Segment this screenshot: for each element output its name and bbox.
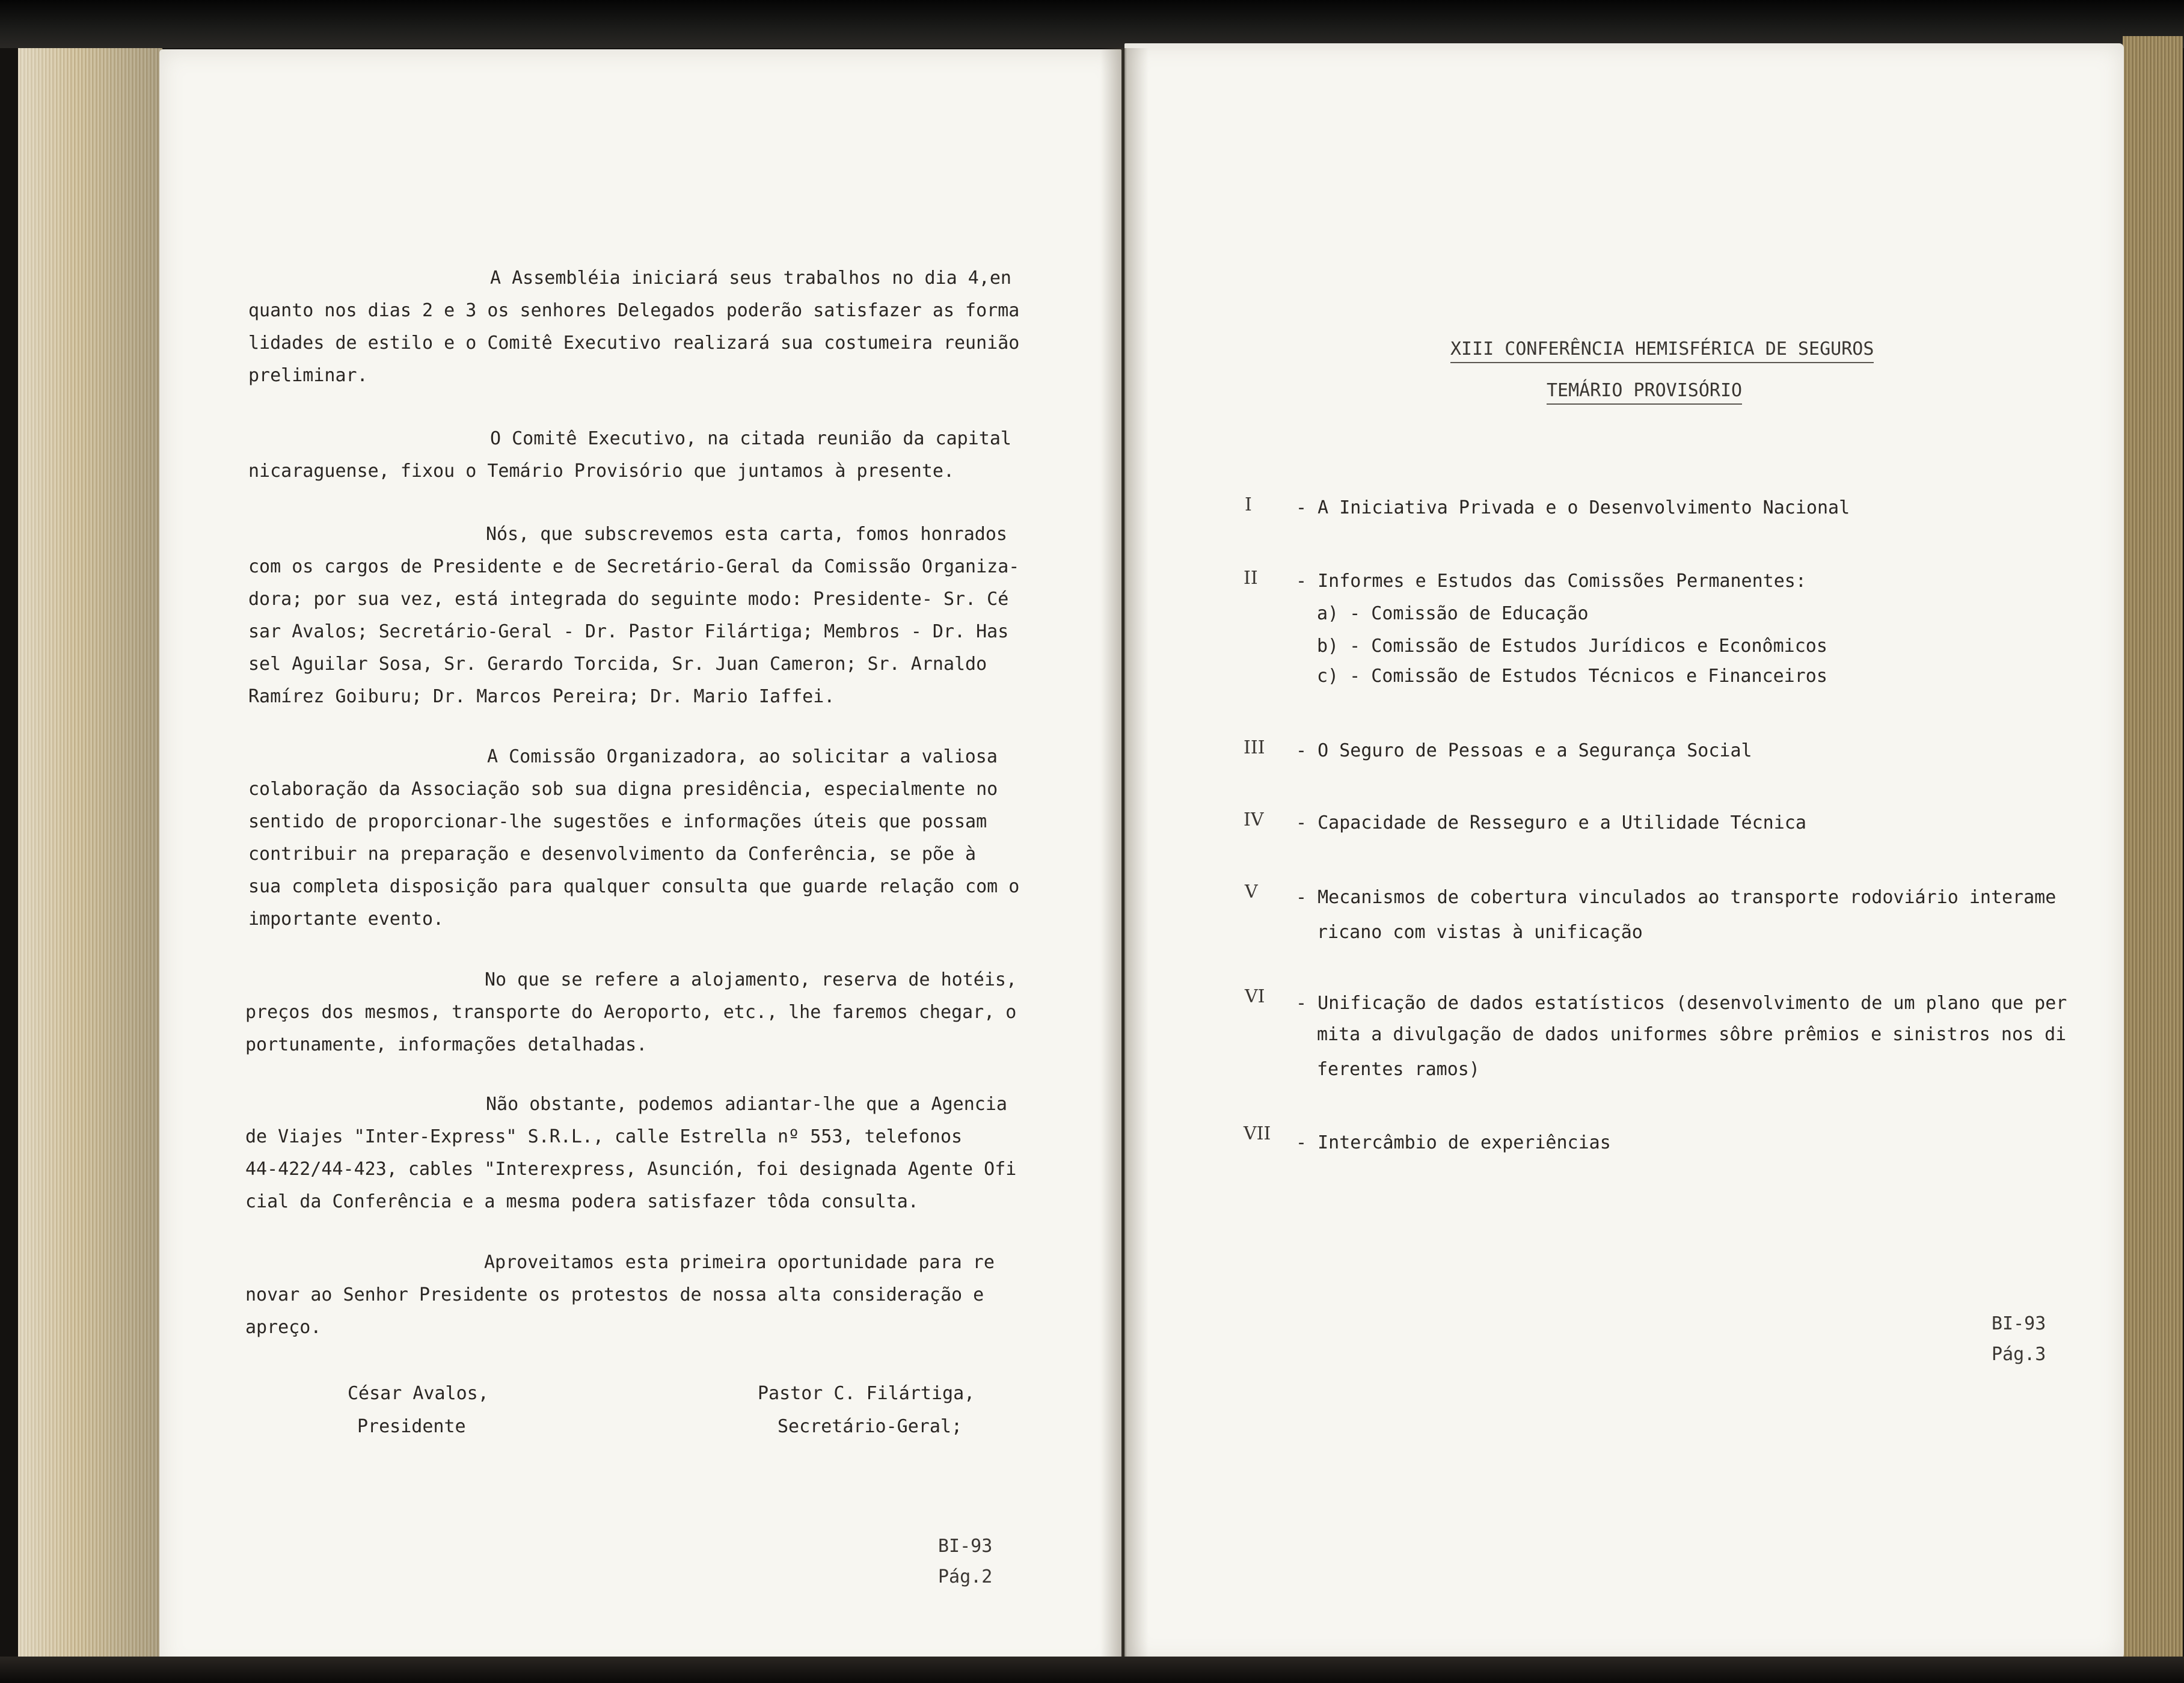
- letter-line: preliminar.: [248, 365, 368, 386]
- letter-line: apreço.: [245, 1317, 322, 1338]
- scan-top-border: [0, 0, 2184, 48]
- signature-name-secretary: Pastor C. Filártiga,: [758, 1383, 975, 1404]
- agenda-subtitle: TEMÁRIO PROVISÓRIO: [1547, 380, 1742, 405]
- agenda-item-line: ferentes ramos): [1317, 1059, 1480, 1080]
- agenda-subitem-line: c) - Comissão de Estudos Técnicos e Financeiros: [1317, 666, 1827, 687]
- agenda-item-number: VI: [1245, 986, 1265, 1007]
- agenda-item-line: - Intercâmbio de experiências: [1296, 1132, 1611, 1153]
- agenda-item-line: ricano com vistas à unificação: [1317, 922, 1643, 943]
- letter-line: sel Aguilar Sosa, Sr. Gerardo Torcida, Sr. Juan Cameron; Sr. Arnaldo: [248, 654, 987, 675]
- letter-line: quanto nos dias 2 e 3 os senhores Delegados poderão satisfazer as forma: [248, 300, 1020, 321]
- letter-line: contribuir na preparação e desenvolvimento da Conferência, se põe à: [248, 844, 977, 865]
- agenda-subitem-line: b) - Comissão de Estudos Jurídicos e Econômicos: [1317, 636, 1827, 657]
- footer-page-number: Pág.3: [1992, 1344, 2046, 1365]
- letter-line: portunamente, informações detalhadas.: [245, 1034, 648, 1055]
- agenda-item-line: - Mecanismos de cobertura vinculados ao transporte rodoviário interame: [1296, 887, 2057, 908]
- letter-line: 44-422/44-423, cables "Interexpress, Asunción, foi designada Agente Ofi: [245, 1159, 1017, 1180]
- letter-line: Não obstante, podemos adiantar-lhe que a Agencia: [486, 1094, 1007, 1115]
- agenda-item-line: - O Seguro de Pessoas e a Segurança Social: [1296, 740, 1752, 761]
- book-gutter: [1100, 48, 1149, 1672]
- scan-bottom-border: [0, 1657, 2184, 1683]
- agenda-item-line: - Unificação de dados estatísticos (desenvolvimento de um plano que per: [1296, 993, 2067, 1014]
- agenda-item-number: II: [1244, 568, 1258, 589]
- agenda-item-number: IV: [1244, 809, 1264, 830]
- letter-line: No que se refere a alojamento, reserva de hotéis,: [485, 969, 1017, 990]
- right-page-footer: [1992, 1308, 2046, 1370]
- letter-line: lidades de estilo e o Comitê Executivo realizará sua costumeira reunião: [248, 333, 1020, 354]
- signature-title-secretary: Secretário-Geral;: [778, 1416, 963, 1437]
- footer-doc-code: BI-93: [1992, 1313, 2046, 1334]
- letter-line: cial da Conferência e a mesma podera satisfazer tôda consulta.: [245, 1191, 919, 1212]
- letter-line: A Comissão Organizadora, ao solicitar a valiosa: [487, 746, 998, 767]
- agenda-item-line: - A Iniciativa Privada e o Desenvolvimento Nacional: [1296, 497, 1850, 518]
- book-page-edges-right: [2123, 36, 2183, 1660]
- letter-line: sua completa disposição para qualquer consulta que guarde relação com o: [248, 876, 1020, 897]
- book-page-edges-left: [18, 48, 162, 1678]
- letter-line: sar Avalos; Secretário-Geral - Dr. Pastor Filártiga; Membros - Dr. Has: [248, 621, 1009, 642]
- letter-line: de Viajes "Inter-Express" S.R.L., calle Estrella nº 553, telefonos: [245, 1126, 963, 1147]
- agenda-subitem-line: a) - Comissão de Educação: [1317, 603, 1589, 624]
- letter-line: O Comitê Executivo, na citada reunião da capital: [490, 428, 1011, 449]
- agenda-item-line: mita a divulgação de dados uniformes sôbre prêmios e sinistros nos di: [1317, 1024, 2067, 1045]
- agenda-item-line: - Capacidade de Resseguro e a Utilidade Técnica: [1296, 812, 1806, 833]
- agenda-item-number: VII: [1244, 1123, 1271, 1144]
- letter-line: dora; por sua vez, está integrada do seguinte modo: Presidente- Sr. Cé: [248, 589, 1009, 610]
- agenda-title: XIII CONFERÊNCIA HEMISFÉRICA DE SEGUROS: [1450, 339, 1874, 363]
- letter-line: sentido de proporcionar-lhe sugestões e informações úteis que possam: [248, 811, 987, 832]
- letter-line: Nós, que subscrevemos esta carta, fomos honrados: [486, 524, 1007, 545]
- signature-name-president: César Avalos,: [348, 1383, 489, 1404]
- agenda-item-line: - Informes e Estudos das Comissões Permanentes:: [1296, 571, 1806, 592]
- signature-title-president: Presidente: [357, 1416, 466, 1437]
- agenda-item-number: I: [1245, 494, 1252, 515]
- right-page: [1124, 43, 2124, 1662]
- letter-line: novar ao Senhor Presidente os protestos de nossa alta consideração e: [245, 1284, 984, 1305]
- agenda-item-number: III: [1244, 737, 1265, 758]
- letter-line: Aproveitamos esta primeira oportunidade para re: [484, 1252, 995, 1273]
- letter-line: A Assembléia iniciará seus trabalhos no dia 4,en: [490, 268, 1011, 289]
- left-page-footer: [938, 1531, 992, 1592]
- letter-line: colaboração da Associação sob sua digna presidência, especialmente no: [248, 779, 998, 800]
- letter-line: Ramírez Goiburu; Dr. Marcos Pereira; Dr. Mario Iaffei.: [248, 686, 835, 707]
- footer-page-number: Pág.2: [938, 1566, 993, 1587]
- letter-line: importante evento.: [248, 909, 444, 930]
- letter-line: com os cargos de Presidente e de Secretário-Geral da Comissão Organiza-: [248, 556, 1020, 577]
- letter-line: nicaraguense, fixou o Temário Provisório que juntamos à presente.: [248, 461, 954, 482]
- agenda-item-number: V: [1245, 881, 1258, 903]
- letter-line: preços dos mesmos, transporte do Aeroporto, etc., lhe faremos chegar, o: [245, 1002, 1017, 1023]
- footer-doc-code: BI-93: [938, 1536, 993, 1557]
